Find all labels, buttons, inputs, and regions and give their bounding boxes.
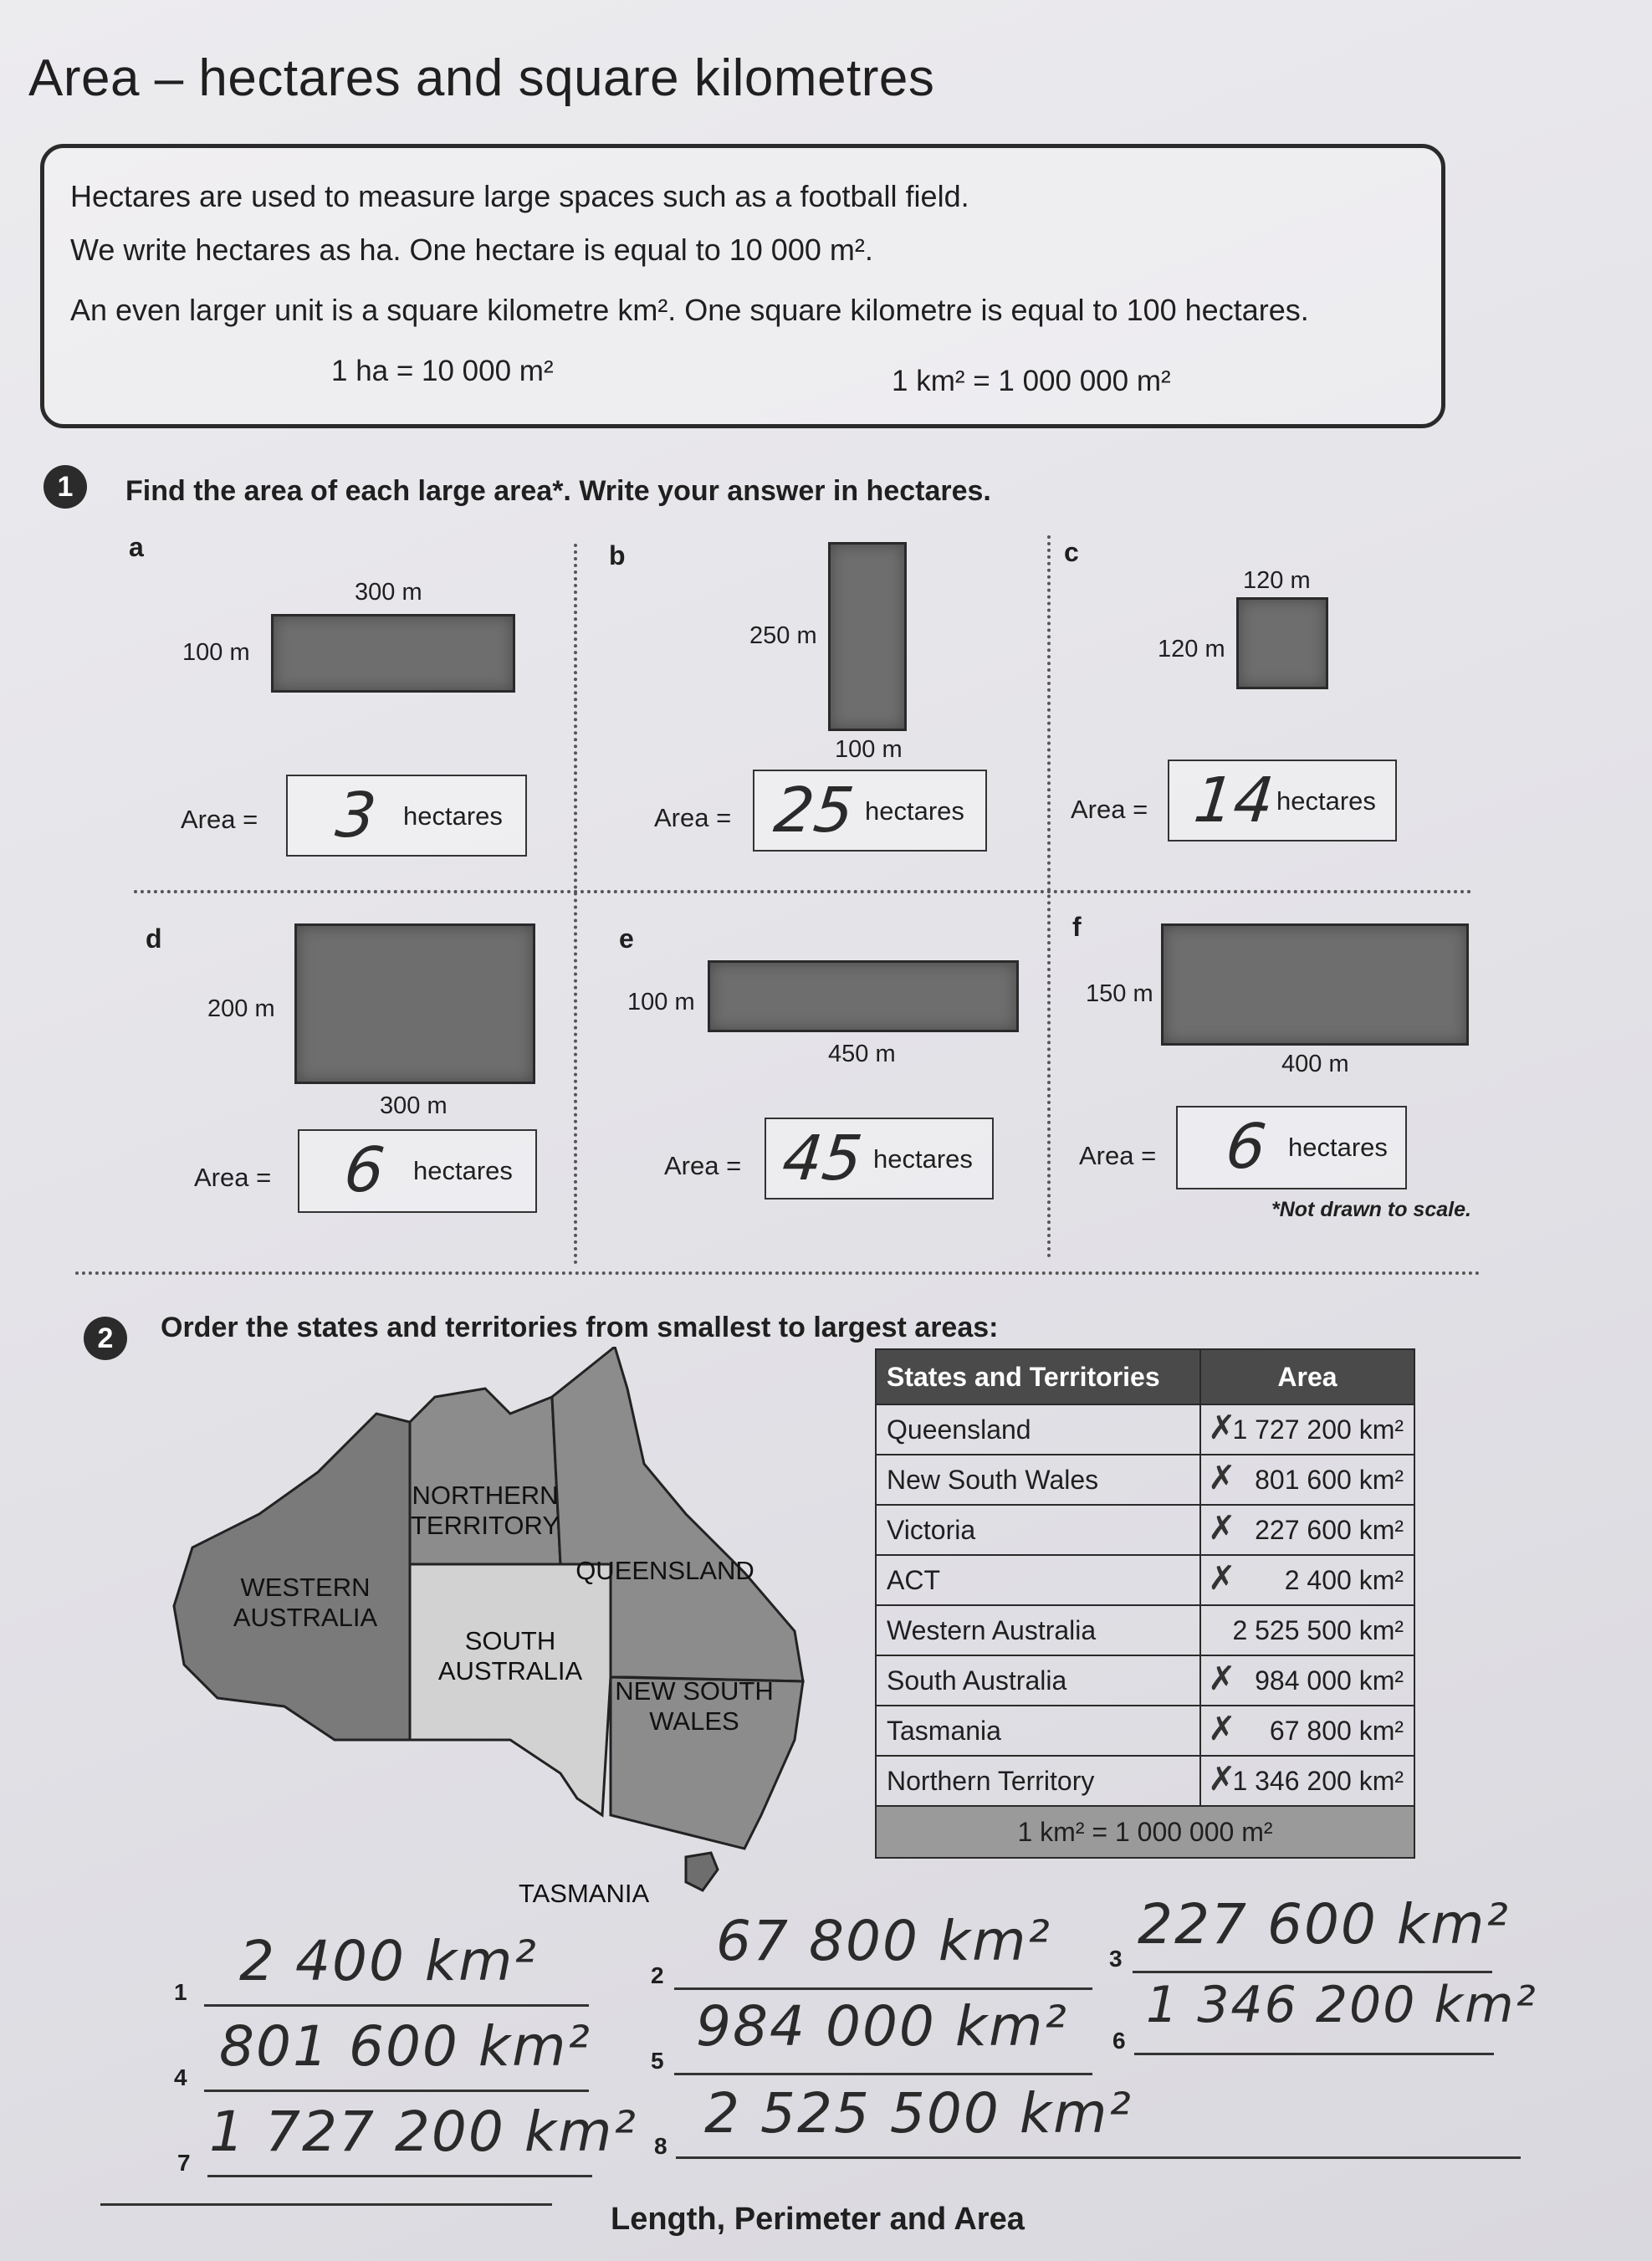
tick-mark-icon: ✗ bbox=[1208, 1459, 1236, 1497]
table-footer-row bbox=[876, 1806, 1414, 1858]
table-header-area: Area bbox=[1200, 1349, 1414, 1404]
tick-mark-icon: ✗ bbox=[1208, 1710, 1236, 1748]
answer-5-line[interactable] bbox=[674, 2073, 1092, 2075]
info-line-3: An even larger unit is a square kilometre km². One square kilometre is equal to 100 hectares. bbox=[70, 293, 1309, 327]
grid-divider-v1 bbox=[574, 544, 577, 1265]
item-d-height: 200 m bbox=[207, 995, 275, 1022]
answer-2-number: 2 bbox=[651, 1962, 664, 1988]
item-e-height: 100 m bbox=[627, 989, 695, 1015]
item-c-rectangle bbox=[1236, 597, 1328, 689]
item-a-area-label: Area = bbox=[181, 805, 258, 834]
item-a-answer: 3 bbox=[332, 780, 380, 852]
question-2-number: 2 bbox=[84, 1317, 127, 1360]
row-area: ✗ 1 346 200 km² bbox=[1200, 1756, 1414, 1806]
map-label-sa: SOUTH AUSTRALIA bbox=[437, 1626, 583, 1686]
answer-7-number: 7 bbox=[177, 2150, 191, 2176]
row-name: Tasmania bbox=[876, 1706, 1200, 1756]
tick-mark-icon: ✗ bbox=[1208, 1509, 1236, 1547]
item-d-answer-box[interactable] bbox=[298, 1129, 537, 1213]
answer-5-number: 5 bbox=[651, 2048, 664, 2074]
item-d-rectangle bbox=[294, 923, 535, 1084]
item-d-answer: 6 bbox=[340, 1134, 388, 1206]
row-area: ✗ 227 600 km² bbox=[1200, 1505, 1414, 1555]
tick-mark-icon: ✗ bbox=[1208, 1660, 1236, 1698]
row-area: ✗ 1 727 200 km² bbox=[1200, 1404, 1414, 1455]
answer-3-line[interactable] bbox=[1133, 1971, 1492, 1973]
answer-1-number: 1 bbox=[174, 1979, 187, 2005]
row-area: ✗ 801 600 km² bbox=[1200, 1455, 1414, 1505]
item-c-area-label: Area = bbox=[1071, 795, 1148, 824]
item-b-height: 250 m bbox=[749, 622, 817, 649]
table-row bbox=[876, 1505, 1414, 1555]
page-title: Area – hectares and square kilometres bbox=[28, 49, 935, 107]
item-b-answer-box[interactable] bbox=[753, 770, 987, 852]
table-row bbox=[876, 1756, 1414, 1806]
row-area: ✗ 2 400 km² bbox=[1200, 1555, 1414, 1605]
answer-4-line[interactable] bbox=[204, 2090, 589, 2092]
table-row bbox=[876, 1404, 1414, 1455]
map-label-wa: WESTERN AUSTRALIA bbox=[233, 1573, 378, 1632]
map-label-nsw: NEW SOUTH WALES bbox=[615, 1676, 774, 1736]
question-1-text: Find the area of each large area*. Write your answer in hectares. bbox=[125, 475, 991, 507]
row-area: 2 525 500 km² bbox=[1200, 1605, 1414, 1655]
grid-divider-h2 bbox=[75, 1271, 1481, 1275]
answer-8-line[interactable] bbox=[676, 2156, 1521, 2159]
item-b-rectangle bbox=[828, 542, 907, 731]
tick-mark-icon: ✗ bbox=[1208, 1760, 1236, 1798]
item-e-answer-box[interactable] bbox=[765, 1118, 994, 1200]
item-b-letter: b bbox=[609, 540, 626, 570]
row-name: Victoria bbox=[876, 1505, 1200, 1555]
row-name: Western Australia bbox=[876, 1605, 1200, 1655]
answer-6-text: 1 346 200 km² bbox=[1146, 1976, 1537, 2034]
item-c-unit: hectares bbox=[1276, 786, 1376, 816]
answer-2-line[interactable] bbox=[674, 1987, 1092, 1990]
item-f-answer-box[interactable] bbox=[1176, 1106, 1407, 1189]
grid-divider-h1 bbox=[134, 890, 1472, 893]
item-a-width: 300 m bbox=[355, 579, 422, 606]
item-f-rectangle bbox=[1161, 923, 1469, 1046]
answer-6-line[interactable] bbox=[1134, 2053, 1494, 2055]
item-a-answer-box[interactable] bbox=[286, 775, 527, 857]
answer-8-number: 8 bbox=[654, 2133, 667, 2159]
map-label-tas: TASMANIA bbox=[519, 1879, 650, 1908]
item-c-answer-box[interactable] bbox=[1168, 760, 1397, 841]
item-b-answer: 25 bbox=[770, 775, 857, 847]
row-name: South Australia bbox=[876, 1655, 1200, 1706]
answer-1-line[interactable] bbox=[204, 2004, 589, 2007]
answer-3-text: 227 600 km² bbox=[1138, 1892, 1510, 1957]
item-c-answer: 14 bbox=[1190, 765, 1277, 836]
answer-3-number: 3 bbox=[1109, 1946, 1123, 1972]
item-c-height: 120 m bbox=[1158, 636, 1225, 662]
item-e-answer: 45 bbox=[779, 1123, 866, 1194]
item-a-rectangle bbox=[271, 614, 515, 693]
item-e-width: 450 m bbox=[828, 1041, 896, 1067]
item-b-unit: hectares bbox=[865, 796, 964, 826]
table-row bbox=[876, 1555, 1414, 1605]
info-line-1: Hectares are used to measure large spaces such as a football field. bbox=[70, 179, 969, 213]
map-region-tasmania bbox=[686, 1853, 718, 1890]
grid-divider-v2 bbox=[1047, 535, 1051, 1258]
answer-6-number: 6 bbox=[1112, 2028, 1126, 2054]
answer-1-text: 2 400 km² bbox=[239, 1929, 538, 1993]
table-header-name: States and Territories bbox=[876, 1349, 1200, 1404]
info-line-2: We write hectares as ha. One hectare is equal to 10 000 m². bbox=[70, 233, 873, 267]
info-eq-hectare: 1 ha = 10 000 m² bbox=[331, 355, 554, 387]
question-2-text: Order the states and territories from smallest to largest areas: bbox=[161, 1312, 999, 1343]
item-c-width: 120 m bbox=[1243, 567, 1311, 594]
item-e-rectangle bbox=[708, 960, 1019, 1032]
map-label-nt: NORTHERN TERRITORY bbox=[411, 1481, 560, 1540]
row-name: New South Wales bbox=[876, 1455, 1200, 1505]
row-area: ✗ 984 000 km² bbox=[1200, 1655, 1414, 1706]
item-e-letter: e bbox=[619, 923, 634, 954]
answer-2-text: 67 800 km² bbox=[716, 1909, 1051, 1973]
item-d-width: 300 m bbox=[380, 1092, 448, 1119]
table-row bbox=[876, 1706, 1414, 1756]
answer-8-text: 2 525 500 km² bbox=[704, 2081, 1133, 2146]
question-1-number: 1 bbox=[43, 465, 87, 509]
item-f-unit: hectares bbox=[1288, 1133, 1388, 1162]
answer-7-line[interactable] bbox=[207, 2175, 592, 2177]
answer-7-text: 1 727 200 km² bbox=[209, 2100, 637, 2164]
page-footer: Length, Perimeter and Area bbox=[611, 2202, 1025, 2237]
item-e-area-label: Area = bbox=[664, 1151, 742, 1180]
item-f-area-label: Area = bbox=[1079, 1141, 1157, 1170]
item-a-height: 100 m bbox=[182, 639, 250, 666]
info-eq-km2: 1 km² = 1 000 000 m² bbox=[892, 365, 1171, 397]
answer-4-number: 4 bbox=[174, 2064, 187, 2090]
map-label-qld: QUEENSLAND bbox=[575, 1556, 754, 1585]
item-c-letter: c bbox=[1064, 537, 1079, 567]
table-footer: 1 km² = 1 000 000 m² bbox=[876, 1806, 1414, 1858]
tick-mark-icon: ✗ bbox=[1208, 1559, 1236, 1598]
not-to-scale-note: *Not drawn to scale. bbox=[1271, 1198, 1471, 1221]
item-e-unit: hectares bbox=[873, 1144, 973, 1174]
row-name: Northern Territory bbox=[876, 1756, 1200, 1806]
map-region-south-australia bbox=[410, 1564, 611, 1815]
answer-5-text: 984 000 km² bbox=[696, 1994, 1068, 2059]
row-name: ACT bbox=[876, 1555, 1200, 1605]
states-area-table bbox=[875, 1348, 1415, 1859]
row-name: Queensland bbox=[876, 1404, 1200, 1455]
item-f-height: 150 m bbox=[1086, 980, 1153, 1007]
table-row bbox=[876, 1605, 1414, 1655]
item-d-letter: d bbox=[146, 923, 162, 954]
item-d-area-label: Area = bbox=[194, 1163, 272, 1192]
answer-4-text: 801 600 km² bbox=[219, 2014, 591, 2079]
table-header-row bbox=[876, 1349, 1414, 1404]
row-area: ✗ 67 800 km² bbox=[1200, 1706, 1414, 1756]
bottom-rule bbox=[100, 2203, 552, 2206]
item-a-letter: a bbox=[129, 532, 144, 562]
item-f-letter: f bbox=[1072, 912, 1082, 942]
item-b-area-label: Area = bbox=[654, 803, 732, 832]
item-f-width: 400 m bbox=[1281, 1051, 1349, 1077]
tick-mark-icon: ✗ bbox=[1208, 1409, 1236, 1447]
table-row bbox=[876, 1655, 1414, 1706]
item-f-answer: 6 bbox=[1222, 1111, 1270, 1183]
item-a-unit: hectares bbox=[403, 801, 503, 831]
item-d-unit: hectares bbox=[413, 1156, 513, 1185]
item-b-width: 100 m bbox=[835, 736, 903, 763]
table-row bbox=[876, 1455, 1414, 1505]
